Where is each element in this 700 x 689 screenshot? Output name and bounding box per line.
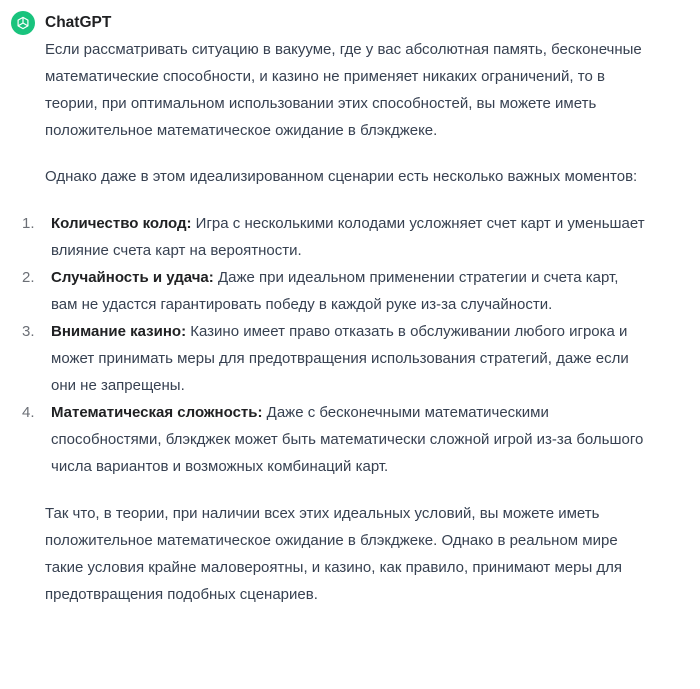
list-item-text: Игра с несколькими колодами усложняет счет карт и уменьшает влияние счета карт на вероятности. — [51, 215, 645, 259]
list-item-text: Даже при идеальном применении стратегии и счета карт, вам не удастся гарантировать победу в каждой руке из-за случайности. — [51, 269, 619, 313]
list-item-term: Внимание казино: — [51, 323, 187, 340]
list-item — [22, 210, 645, 264]
list-item — [22, 318, 645, 399]
list-item — [22, 399, 645, 480]
points-list — [22, 210, 645, 480]
list-item-term: Количество колод: — [51, 215, 192, 232]
sender-name: ChatGPT — [45, 14, 112, 31]
list-item-term: Случайность и удача: — [51, 269, 214, 286]
list-item-text: Казино имеет право отказать в обслуживании любого игрока и может принимать меры для предотвращения использования стратегий, даже если они не запрещены. — [51, 323, 629, 394]
list-number: 2. — [22, 269, 35, 286]
list-number: 1. — [22, 215, 35, 232]
list-item — [22, 264, 645, 318]
list-item-text: Даже с бесконечными математическими способностями, блэкджек может быть математически сложной игрой из-за большого числа вариантов и возможных комбинаций карт. — [51, 404, 644, 475]
list-number: 3. — [22, 323, 35, 340]
message-content — [22, 36, 645, 608]
chatgpt-avatar — [11, 11, 35, 35]
list-item-term: Математическая сложность: — [51, 404, 263, 421]
list-number: 4. — [22, 404, 35, 421]
paragraph-conclusion: Так что, в теории, при наличии всех этих идеальных условий, вы можете иметь положительное математическое ожидание в блэкджеке. Однако в реальном мире такие условия крайне маловероятны, и казино, как правило, принимают меры для предотвращения подобных сценариев. — [45, 505, 623, 603]
paragraph-intro: Если рассматривать ситуацию в вакууме, где у вас абсолютная память, бесконечные математические способности, и казино не применяет никаких ограничений, то в теории, при оптимальном использовании этих способностей, вы можете иметь положительное математическое ожидание в блэкджеке. — [45, 41, 642, 139]
openai-logo-icon — [15, 15, 31, 31]
paragraph-however: Однако даже в этом идеализированном сценарии есть несколько важных моментов: — [45, 168, 638, 185]
